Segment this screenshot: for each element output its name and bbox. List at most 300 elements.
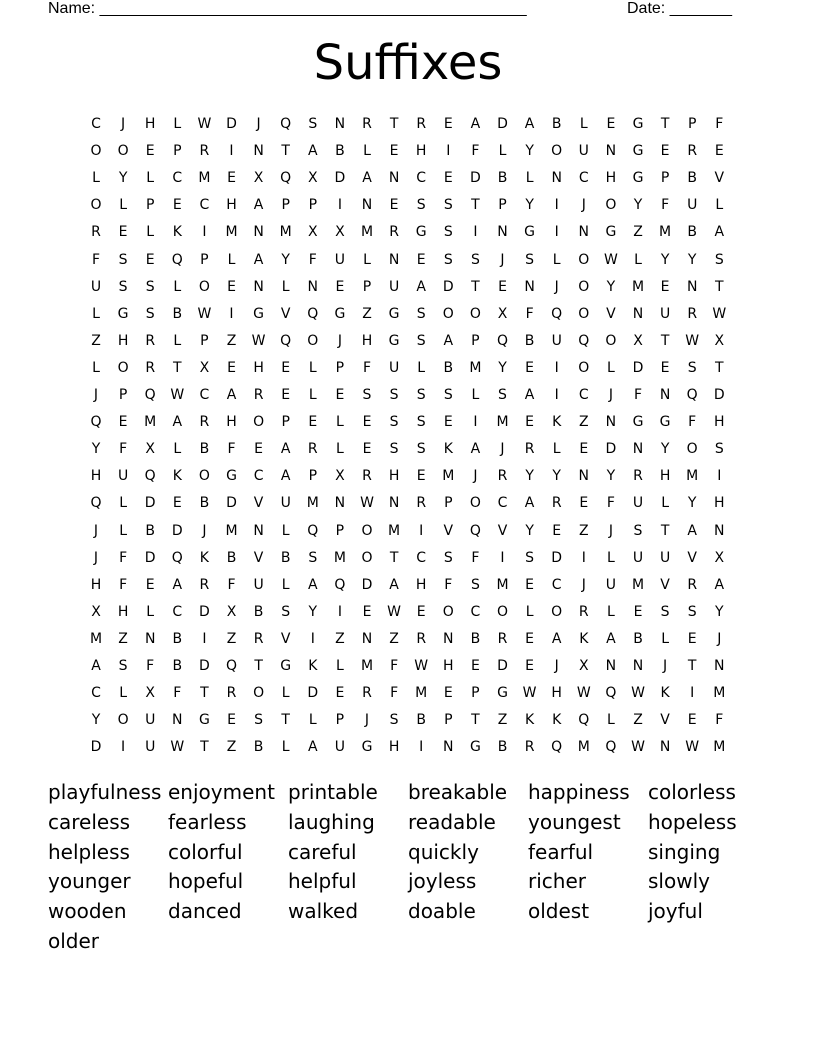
grid-letter[interactable]: Y (91, 441, 101, 458)
grid-letter[interactable]: B (443, 359, 454, 376)
grid-letter[interactable]: G (659, 414, 671, 431)
grid-letter[interactable]: O (469, 305, 481, 322)
grid-letter[interactable]: V (714, 170, 725, 187)
grid-letter[interactable]: P (145, 197, 155, 214)
grid-letter[interactable]: E (362, 603, 372, 620)
grid-letter[interactable]: Q (144, 468, 156, 485)
grid-letter[interactable]: J (337, 332, 342, 349)
grid-letter[interactable]: F (606, 495, 615, 512)
grid-letter[interactable]: O (198, 278, 210, 295)
grid-letter[interactable]: Y (91, 712, 101, 729)
grid-letter[interactable]: L (606, 712, 615, 729)
grid-letter[interactable]: S (660, 603, 670, 620)
grid-letter[interactable]: Q (334, 576, 346, 593)
grid-letter[interactable]: A (389, 576, 399, 593)
grid-letter[interactable]: N (632, 305, 644, 322)
grid-letter[interactable]: Y (660, 441, 670, 458)
grid-letter[interactable]: O (442, 305, 454, 322)
grid-letter[interactable]: I (202, 224, 207, 241)
grid-letter[interactable]: G (388, 305, 400, 322)
grid-letter[interactable]: D (199, 603, 210, 620)
grid-letter[interactable]: P (362, 278, 372, 295)
grid-letter[interactable]: N (388, 251, 400, 268)
grid-letter[interactable]: R (497, 630, 508, 647)
grid-letter[interactable]: O (361, 549, 373, 566)
grid-letter[interactable]: U (90, 278, 102, 295)
grid-letter[interactable]: O (551, 143, 563, 160)
grid-letter[interactable]: F (227, 441, 236, 458)
grid-letter[interactable]: T (281, 712, 290, 729)
grid-letter[interactable]: E (687, 630, 697, 647)
grid-letter[interactable]: E (335, 685, 345, 702)
grid-letter[interactable]: G (253, 305, 265, 322)
grid-letter[interactable]: L (146, 224, 155, 241)
grid-letter[interactable]: P (444, 495, 453, 512)
grid-letter[interactable]: V (606, 305, 616, 322)
grid-letter[interactable]: K (308, 658, 318, 674)
grid-letter[interactable]: N (714, 658, 725, 674)
grid-letter[interactable]: N (253, 143, 264, 160)
grid-letter[interactable]: E (525, 658, 535, 674)
grid-letter[interactable]: A (280, 468, 291, 485)
grid-letter[interactable]: P (687, 116, 697, 132)
grid-letter[interactable]: B (551, 116, 562, 132)
grid-letter[interactable]: S (416, 197, 426, 214)
grid-letter[interactable]: T (281, 143, 290, 160)
grid-letter[interactable]: R (497, 468, 508, 485)
grid-letter[interactable]: C (172, 603, 183, 620)
grid-letter[interactable]: E (579, 495, 589, 512)
grid-letter[interactable]: R (687, 576, 698, 593)
grid-letter[interactable]: M (496, 414, 509, 431)
grid-letter[interactable]: L (471, 387, 480, 403)
grid-letter[interactable]: Q (551, 739, 563, 756)
grid-letter[interactable]: V (280, 305, 291, 322)
grid-letter[interactable]: E (172, 495, 182, 512)
grid-letter[interactable]: X (335, 468, 345, 485)
grid-letter[interactable]: F (444, 576, 453, 593)
grid-letter[interactable]: R (362, 116, 372, 132)
grid-letter[interactable]: F (661, 197, 670, 214)
grid-letter[interactable]: T (660, 116, 670, 132)
grid-letter[interactable]: I (121, 739, 126, 756)
grid-letter[interactable]: N (578, 224, 590, 241)
grid-letter[interactable]: E (389, 197, 399, 214)
grid-letter[interactable]: R (91, 224, 101, 241)
grid-letter[interactable]: F (471, 549, 480, 566)
grid-letter[interactable]: H (144, 116, 156, 132)
grid-letter[interactable]: N (361, 197, 373, 214)
grid-letter[interactable]: N (388, 170, 400, 187)
grid-letter[interactable]: F (715, 116, 724, 132)
grid-letter[interactable]: F (633, 387, 643, 403)
grid-letter[interactable]: Y (606, 278, 616, 295)
grid-letter[interactable]: V (660, 712, 670, 729)
grid-letter[interactable]: L (308, 359, 317, 376)
grid-letter[interactable]: H (415, 576, 427, 593)
grid-letter[interactable]: H (415, 143, 427, 160)
grid-letter[interactable]: P (498, 197, 507, 214)
grid-letter[interactable]: A (524, 116, 535, 132)
grid-letter[interactable]: E (254, 441, 264, 458)
grid-letter[interactable]: D (226, 495, 237, 512)
grid-letter[interactable]: P (335, 522, 345, 539)
grid-letter[interactable]: Y (498, 359, 507, 376)
grid-letter[interactable]: P (335, 712, 345, 729)
grid-letter[interactable]: E (335, 278, 345, 295)
grid-letter[interactable]: T (687, 658, 697, 674)
grid-letter[interactable]: Y (633, 197, 643, 214)
grid-letter[interactable]: R (199, 576, 210, 593)
grid-letter[interactable]: U (659, 549, 671, 566)
grid-letter[interactable]: N (551, 170, 562, 187)
grid-letter[interactable]: I (310, 630, 315, 647)
grid-letter[interactable]: S (389, 387, 399, 403)
grid-letter[interactable]: L (119, 495, 127, 512)
grid-letter[interactable]: H (361, 332, 373, 349)
grid-letter[interactable]: R (416, 495, 427, 512)
grid-letter[interactable]: L (173, 332, 182, 349)
grid-letter[interactable]: U (578, 143, 589, 160)
grid-letter[interactable]: P (173, 143, 182, 160)
grid-letter[interactable]: R (389, 224, 399, 241)
grid-letter[interactable]: X (145, 685, 155, 702)
grid-letter[interactable]: P (471, 685, 480, 702)
grid-letter[interactable]: N (144, 630, 156, 647)
grid-letter[interactable]: W (414, 658, 429, 674)
grid-letter[interactable]: L (281, 278, 290, 295)
grid-letter[interactable]: R (145, 332, 156, 349)
grid-letter[interactable]: L (661, 495, 669, 512)
grid-letter[interactable]: I (690, 685, 695, 702)
grid-letter[interactable]: Y (687, 251, 697, 268)
grid-letter[interactable]: Y (687, 495, 697, 512)
grid-letter[interactable]: X (579, 658, 589, 674)
grid-letter[interactable]: B (335, 143, 345, 160)
grid-letter[interactable]: N (388, 495, 400, 512)
grid-letter[interactable]: S (443, 197, 453, 214)
grid-letter[interactable]: S (687, 603, 697, 620)
grid-letter[interactable]: E (145, 576, 155, 593)
grid-letter[interactable]: X (91, 603, 101, 620)
grid-letter[interactable]: J (608, 387, 613, 403)
grid-letter[interactable]: F (471, 143, 480, 160)
grid-letter[interactable]: L (606, 603, 615, 620)
grid-letter[interactable]: I (554, 197, 559, 214)
grid-letter[interactable]: J (717, 630, 722, 647)
grid-letter[interactable]: T (389, 116, 399, 132)
grid-letter[interactable]: M (89, 630, 103, 647)
grid-letter[interactable]: V (253, 495, 264, 512)
grid-letter[interactable]: Q (469, 522, 481, 539)
grid-letter[interactable]: S (118, 251, 128, 268)
grid-letter[interactable]: H (90, 576, 102, 593)
grid-letter[interactable]: L (146, 170, 155, 187)
grid-letter[interactable]: J (581, 197, 586, 214)
grid-letter[interactable]: D (226, 116, 237, 132)
grid-letter[interactable]: H (226, 197, 237, 214)
grid-letter[interactable]: I (554, 359, 559, 376)
grid-letter[interactable]: Y (308, 603, 318, 620)
grid-letter[interactable]: M (713, 685, 726, 702)
grid-letter[interactable]: E (552, 522, 562, 539)
grid-letter[interactable]: B (497, 170, 508, 187)
grid-letter[interactable]: G (334, 305, 346, 322)
grid-letter[interactable]: I (419, 739, 424, 756)
grid-letter[interactable]: F (525, 305, 534, 322)
grid-letter[interactable]: V (497, 522, 508, 539)
grid-letter[interactable]: L (173, 116, 182, 132)
grid-letter[interactable]: W (387, 603, 402, 620)
grid-letter[interactable]: U (117, 468, 129, 485)
grid-letter[interactable]: A (470, 441, 481, 458)
grid-letter[interactable]: X (633, 332, 643, 349)
grid-letter[interactable]: D (442, 278, 454, 295)
grid-letter[interactable]: M (713, 739, 726, 756)
grid-letter[interactable]: S (443, 251, 453, 268)
grid-letter[interactable]: F (119, 441, 128, 458)
grid-letter[interactable]: R (633, 468, 643, 485)
grid-letter[interactable]: Z (226, 739, 237, 756)
grid-letter[interactable]: P (471, 332, 480, 349)
grid-letter[interactable]: N (334, 116, 346, 132)
grid-letter[interactable]: Q (307, 305, 319, 322)
grid-letter[interactable]: Z (362, 305, 372, 322)
grid-letter[interactable]: F (308, 251, 317, 268)
grid-letter[interactable]: Q (90, 414, 102, 431)
grid-letter[interactable]: L (92, 305, 100, 322)
grid-letter[interactable]: D (632, 359, 644, 376)
grid-letter[interactable]: C (497, 495, 508, 512)
grid-letter[interactable]: I (419, 522, 424, 539)
name-field-label[interactable]: Name: ________________________________________________ (48, 0, 527, 17)
grid-letter[interactable]: A (687, 522, 697, 539)
grid-letter[interactable]: E (308, 414, 318, 431)
grid-letter[interactable]: E (443, 414, 453, 431)
grid-letter[interactable]: E (470, 658, 480, 674)
grid-letter[interactable]: J (608, 522, 613, 539)
grid-letter[interactable]: N (605, 143, 617, 160)
grid-letter[interactable]: E (281, 387, 291, 403)
grid-letter[interactable]: J (581, 576, 586, 593)
grid-letter[interactable]: R (687, 305, 698, 322)
grid-letter[interactable]: R (199, 143, 210, 160)
grid-letter[interactable]: D (470, 170, 481, 187)
grid-letter[interactable]: D (144, 495, 156, 512)
grid-letter[interactable]: S (416, 387, 426, 403)
grid-letter[interactable]: Y (525, 143, 534, 160)
grid-letter[interactable]: E (145, 251, 155, 268)
grid-letter[interactable]: B (470, 630, 481, 647)
grid-letter[interactable]: R (253, 630, 264, 647)
grid-letter[interactable]: F (390, 658, 399, 674)
grid-letter[interactable]: R (226, 685, 237, 702)
grid-letter[interactable]: O (90, 197, 102, 214)
grid-letter[interactable]: B (524, 332, 535, 349)
grid-letter[interactable]: A (470, 116, 481, 132)
grid-letter[interactable]: L (498, 143, 507, 160)
grid-letter[interactable]: E (118, 414, 128, 431)
grid-letter[interactable]: O (117, 712, 129, 729)
grid-letter[interactable]: O (442, 603, 454, 620)
grid-letter[interactable]: W (685, 739, 700, 756)
grid-letter[interactable]: L (173, 278, 182, 295)
grid-letter[interactable]: E (227, 170, 236, 187)
grid-letter[interactable]: M (577, 739, 590, 756)
grid-letter[interactable]: F (362, 359, 372, 376)
grid-letter[interactable]: W (170, 739, 185, 756)
grid-letter[interactable]: Z (633, 712, 643, 729)
grid-letter[interactable]: Q (605, 739, 617, 756)
grid-letter[interactable]: I (473, 414, 478, 431)
grid-letter[interactable]: E (227, 278, 236, 295)
grid-letter[interactable]: S (389, 414, 399, 431)
grid-letter[interactable]: I (337, 603, 342, 620)
grid-letter[interactable]: N (443, 630, 454, 647)
grid-letter[interactable]: O (253, 685, 265, 702)
grid-letter[interactable]: B (199, 441, 210, 458)
grid-letter[interactable]: A (606, 630, 616, 647)
grid-letter[interactable]: Q (171, 251, 183, 268)
grid-letter[interactable]: L (92, 170, 100, 187)
grid-letter[interactable]: Z (118, 630, 128, 647)
grid-letter[interactable]: M (469, 359, 482, 376)
grid-letter[interactable]: F (146, 658, 155, 674)
grid-letter[interactable]: T (471, 278, 480, 295)
grid-letter[interactable]: T (715, 278, 724, 295)
grid-letter[interactable]: Y (118, 170, 128, 187)
grid-letter[interactable]: J (364, 712, 370, 729)
grid-letter[interactable]: L (281, 685, 290, 702)
grid-letter[interactable]: S (118, 278, 128, 295)
grid-letter[interactable]: Q (171, 549, 183, 566)
grid-letter[interactable]: Z (389, 630, 399, 647)
grid-letter[interactable]: M (659, 224, 672, 241)
grid-letter[interactable]: L (281, 576, 290, 593)
grid-letter[interactable]: S (145, 278, 155, 295)
grid-letter[interactable]: S (145, 305, 155, 322)
grid-letter[interactable]: B (145, 522, 155, 539)
grid-letter[interactable]: X (497, 305, 508, 322)
grid-letter[interactable]: P (281, 414, 290, 431)
grid-letter[interactable]: Q (90, 495, 102, 512)
grid-letter[interactable]: I (554, 224, 559, 241)
grid-letter[interactable]: E (416, 603, 426, 620)
grid-letter[interactable]: X (335, 224, 345, 241)
grid-letter[interactable]: L (281, 522, 290, 539)
grid-letter[interactable]: L (634, 251, 642, 268)
grid-letter[interactable]: I (473, 224, 478, 241)
grid-letter[interactable]: C (253, 468, 264, 485)
grid-letter[interactable]: R (687, 143, 698, 160)
grid-letter[interactable]: W (197, 305, 212, 322)
grid-letter[interactable]: S (416, 414, 426, 431)
grid-letter[interactable]: O (469, 495, 481, 512)
grid-letter[interactable]: S (714, 441, 724, 458)
grid-letter[interactable]: N (361, 630, 373, 647)
grid-letter[interactable]: C (551, 576, 562, 593)
grid-letter[interactable]: L (119, 197, 127, 214)
grid-letter[interactable]: M (225, 522, 238, 539)
grid-letter[interactable]: I (554, 387, 559, 403)
grid-letter[interactable]: E (335, 387, 345, 403)
grid-letter[interactable]: V (660, 576, 670, 593)
grid-letter[interactable]: E (660, 359, 670, 376)
grid-letter[interactable]: O (686, 441, 698, 458)
grid-letter[interactable]: Q (280, 116, 292, 132)
grid-letter[interactable]: O (198, 468, 210, 485)
grid-letter[interactable]: E (525, 576, 535, 593)
grid-letter[interactable]: C (91, 685, 101, 702)
grid-letter[interactable]: X (308, 224, 318, 241)
grid-letter[interactable]: T (471, 712, 480, 729)
grid-letter[interactable]: J (500, 251, 505, 268)
grid-letter[interactable]: E (227, 359, 236, 376)
grid-letter[interactable]: R (253, 387, 264, 403)
grid-letter[interactable]: N (307, 278, 319, 295)
grid-letter[interactable]: O (90, 143, 102, 160)
grid-letter[interactable]: W (685, 332, 700, 349)
grid-letter[interactable]: Q (307, 522, 319, 539)
grid-letter[interactable]: E (443, 685, 453, 702)
grid-letter[interactable]: P (200, 251, 209, 268)
grid-letter[interactable]: P (118, 387, 128, 403)
grid-letter[interactable]: E (525, 414, 535, 431)
grid-letter[interactable]: R (416, 630, 427, 647)
grid-letter[interactable]: R (578, 603, 589, 620)
grid-letter[interactable]: E (687, 712, 697, 729)
grid-letter[interactable]: T (715, 359, 724, 376)
grid-letter[interactable]: A (172, 576, 183, 593)
grid-letter[interactable]: G (605, 224, 617, 241)
grid-letter[interactable]: A (524, 495, 535, 512)
grid-letter[interactable]: S (525, 549, 535, 566)
grid-letter[interactable]: Z (226, 332, 237, 349)
grid-letter[interactable]: E (145, 143, 155, 160)
grid-letter[interactable]: R (145, 359, 156, 376)
grid-letter[interactable]: H (226, 414, 237, 431)
grid-letter[interactable]: U (659, 305, 671, 322)
grid-letter[interactable]: M (631, 576, 645, 593)
grid-letter[interactable]: L (525, 170, 534, 187)
grid-letter[interactable]: S (389, 441, 399, 458)
grid-letter[interactable]: L (335, 441, 344, 458)
grid-letter[interactable]: D (144, 549, 156, 566)
grid-letter[interactable]: O (117, 359, 129, 376)
grid-letter[interactable]: T (254, 658, 263, 674)
grid-letter[interactable]: B (687, 170, 697, 187)
grid-letter[interactable]: U (632, 495, 644, 512)
grid-letter[interactable]: A (308, 739, 318, 756)
grid-letter[interactable]: M (198, 170, 211, 187)
grid-letter[interactable]: G (388, 332, 400, 349)
grid-letter[interactable]: T (660, 332, 670, 349)
grid-letter[interactable]: R (524, 739, 535, 756)
grid-letter[interactable]: G (632, 170, 644, 187)
grid-letter[interactable]: G (361, 739, 373, 756)
grid-letter[interactable]: S (714, 251, 724, 268)
grid-letter[interactable]: R (416, 116, 427, 132)
grid-letter[interactable]: E (714, 143, 724, 160)
grid-letter[interactable]: S (470, 576, 480, 593)
grid-letter[interactable]: L (119, 522, 127, 539)
grid-letter[interactable]: J (93, 522, 99, 539)
grid-letter[interactable]: B (199, 495, 210, 512)
grid-letter[interactable]: E (281, 359, 291, 376)
grid-letter[interactable]: G (632, 414, 644, 431)
grid-letter[interactable]: M (333, 549, 346, 566)
grid-letter[interactable]: D (307, 685, 319, 702)
